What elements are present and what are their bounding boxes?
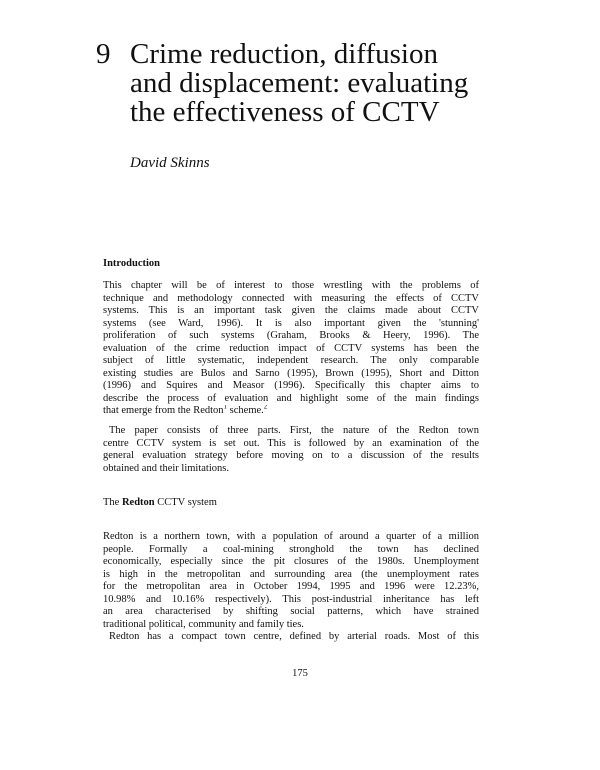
text-line: proliferation of such systems (Graham, Brooks & Heery, 1996). The [103, 330, 479, 341]
text-line: subject of little systematic, independent research. The only comparable [103, 355, 479, 366]
text-line: an area characterised by shifting social patterns, which have strained [103, 606, 479, 617]
chapter-number: 9 [96, 38, 111, 70]
body-paragraph [103, 280, 479, 418]
text-line: The paper consists of three parts. First, the nature of the Redton town [109, 425, 479, 436]
chapter-title-line: and displacement: evaluating [130, 67, 469, 99]
text-line: existing studies are Bulos and Sarno (1995), Brown (1995), Short and Ditton [103, 367, 479, 379]
text-fragment: scheme. [227, 405, 264, 416]
chapter-title-line: the effectiveness of CCTV [130, 96, 440, 128]
text-line: (1996) and Squires and Measor (1996). Specifically this chapter aims to [103, 380, 479, 391]
text-line: Redton is a northern town, with a population of around a quarter of a million [103, 531, 479, 542]
text-line: economically, especially since the pit closures of the 1980s. Unemployment [103, 556, 479, 567]
text-line: technique and methodology connected with measuring the effects of CCTV [103, 292, 479, 304]
footnote-marker[interactable]: 1 [223, 405, 228, 411]
text-line: obtained and their limitations. [103, 462, 229, 474]
text-line: traditional political, community and family ties. [103, 618, 304, 630]
chapter-title-line: Crime reduction, diffusion [130, 38, 438, 70]
section-heading-redton [103, 497, 217, 508]
author-name: David Skinns [130, 155, 210, 171]
text-line: systems (see Ward, 1996). It is also important given the 'stunning' [103, 317, 479, 329]
section-heading-introduction: Introduction [103, 258, 160, 269]
text-line [103, 405, 479, 418]
page-number: 175 [292, 668, 308, 679]
text-line: evaluation of the crime reduction impact of CCTV systems has been the [103, 342, 479, 354]
text-line: This chapter will be of interest to those wrestling with the problems of [103, 280, 479, 291]
heading-text: The [103, 497, 122, 508]
text-line: Redton has a compact town centre, defined by arterial roads. Most of this [109, 631, 479, 642]
heading-text: CCTV system [154, 497, 217, 508]
text-line: is high in the metropolitan and surrounding area (the unemployment rates [103, 568, 479, 580]
text-fragment: that emerge from the Redton [103, 405, 224, 416]
heading-bold-text: Redton [121, 497, 155, 508]
text-line: systems. This is an important task given the claims made about CCTV [103, 305, 479, 316]
text-line: centre CCTV system is set out. This is followed by an examination of the [103, 437, 479, 449]
footnote-marker[interactable]: 2 [263, 405, 268, 411]
text-line: people. Formally a coal-mining stronghold the town has declined [103, 543, 479, 555]
text-line: general evaluation strategy before moving on to a discussion of the results [103, 450, 479, 461]
body-paragraph [103, 531, 479, 644]
text-line: for the metropolitan area in October 1994, 1995 and 1996 were 12.23%, [103, 581, 479, 592]
text-line: 10.98% and 10.16% respectively). This post-industrial inheritance has left [103, 593, 479, 605]
text-line: describe the process of evaluation and highlight some of the main findings [103, 392, 479, 404]
body-paragraph [103, 425, 479, 475]
chapter-title [96, 40, 516, 127]
